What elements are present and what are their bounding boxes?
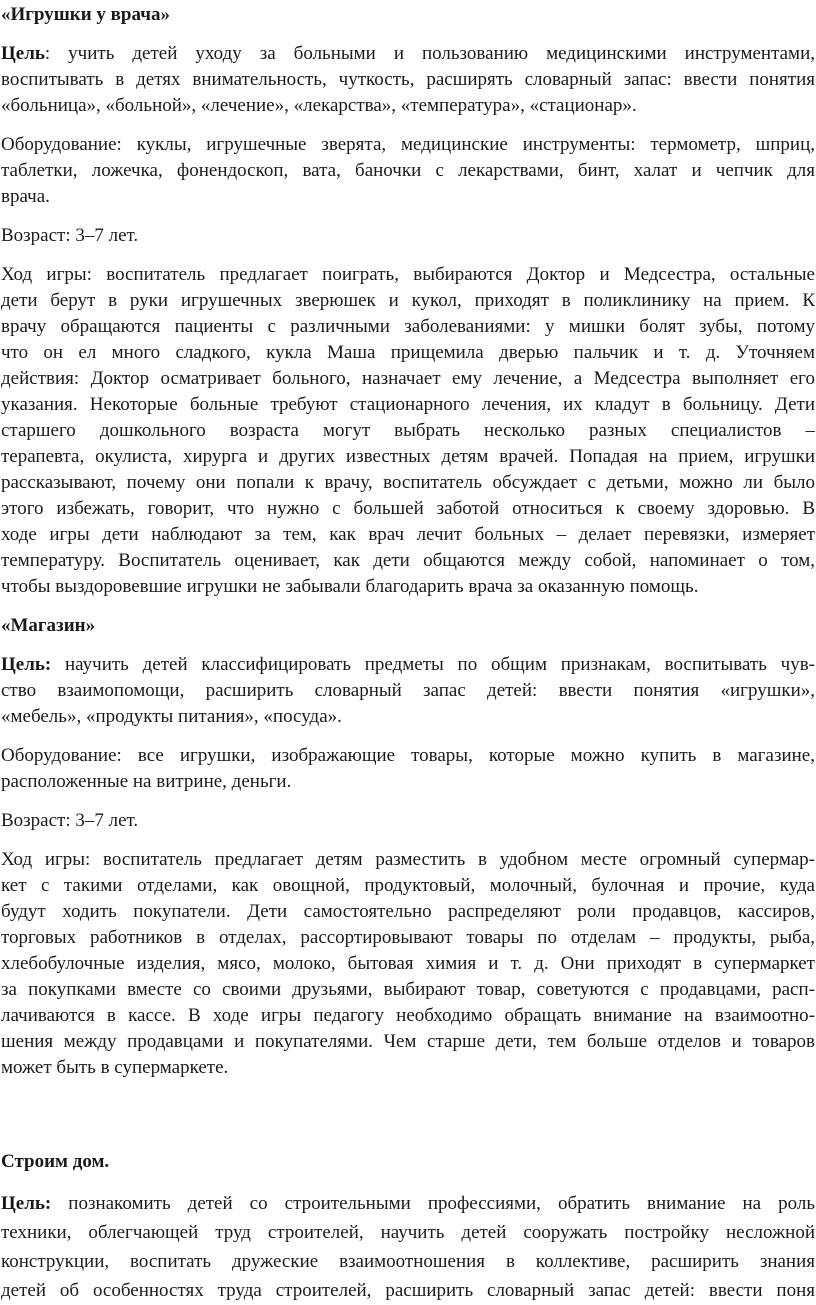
game-line-10: этого избежать, говорит, что нужно с большей заботой относиться к своему здоровью. В	[1, 498, 815, 519]
game-line-9: рассказывают, почему они попали к врачу, воспитатель обсуждает с детьми, можно ли было	[1, 472, 815, 493]
goal-line-2: ство взаимопомощи, расширить словарный запас детей: ввести понятия «игрушки»,	[1, 680, 815, 701]
section-title-shop: «Магазин»	[1, 615, 96, 636]
goal-line-1: Цель: познакомить детей со строительными профессиями, обратить внимание на роль	[1, 1193, 815, 1214]
game-line-11: ходе игры дети наблюдают за тем, как врач лечит больных – делает перевязки, измеряет	[1, 524, 815, 545]
section-build-house	[1, 1147, 815, 1305]
game-line-1: Ход игры: воспитатель предлагает детям разместить в удобном месте огромный супермар-	[1, 849, 815, 870]
age-line: Возраст: 3–7 лет.	[1, 225, 139, 246]
game-line-12: температуру. Воспитатель оценивает, как дети общаются между собой, напоминает о том,	[1, 550, 815, 571]
game-line-3: врачу обращаются пациенты с различными заболеваниями: у мишки болят зубы, потому	[1, 316, 815, 337]
goal-line-2: воспитывать в детях внимательность, чуткость, расширять словарный запас: ввести понятия	[1, 69, 815, 90]
equipment-line-1: Оборудование: все игрушки, изображающие товары, которые можно купить в магазине,	[1, 745, 815, 766]
game-line-3: будут ходить покупатели. Дети самостоятельно распределяют роли продавцов, кассиров,	[1, 901, 815, 922]
game-line-8: шения между продавцами и покупателями. Чем старше дети, тем больше отделов и товаров	[1, 1031, 815, 1052]
goal-line-4: детей об особенностях труда строителей, расширить словарный запас детей: ввести поня	[1, 1280, 815, 1301]
game-line-13: чтобы выздоровевшие игрушки не забывали благодарить врача за оказанную помощь.	[1, 576, 699, 597]
game-line-4: что он ел много сладкого, кукла Маша прищемила дверью пальчик и т. д. Уточняем	[1, 342, 815, 363]
goal-label: Цель:	[1, 1193, 52, 1214]
goal-line-1: Цель: научить детей классифицировать предметы по общим признакам, воспитывать чув-	[1, 654, 815, 675]
age-line: Возраст: 3–7 лет.	[1, 810, 139, 831]
game-line-6: указания. Некоторые больные требуют стационарного лечения, их кладут в больницу. Дети	[1, 394, 815, 415]
goal-line-3: конструкции, воспитать дружеские взаимоотношения в коллективе, расширить знания	[1, 1251, 815, 1272]
game-line-7: лачиваются в кассе. В ходе игры педагогу необходимо обращать внимание на взаимоотно-	[1, 1005, 815, 1026]
equipment-line-3: врача.	[1, 186, 50, 207]
game-line-8: терапевта, окулиста, хирурга и других известных детям врачей. Попадая на прием, игрушки	[1, 446, 815, 467]
equipment-line-2: таблетки, ложечка, фонендоскоп, вата, баночки с лекарствами, бинт, халат и чепчик для	[1, 160, 815, 181]
section-title-doctor: «Игрушки у врача»	[1, 4, 170, 25]
game-line-4: торговых работников в отделах, рассортировывают товары по отделам – продукты, рыба,	[1, 927, 815, 948]
goal-line-1: Цель: учить детей уходу за больными и пользованию медицинскими инструментами,	[1, 43, 815, 64]
goal-line-2: техники, облегчающей труд строителей, научить детей сооружать постройку несложной	[1, 1222, 815, 1243]
game-line-2: кет с такими отделами, как овощной, продуктовый, молочный, булочная и прочие, куда	[1, 875, 815, 896]
goal-line-3: «больница», «больной», «лечение», «лекарства», «температура», «стационар».	[1, 95, 637, 116]
section-title-build: Строим дом.	[1, 1151, 110, 1172]
game-line-5: хлебобулочные изделия, мясо, молоко, бытовая химия и т. д. Они приходят в супермаркет	[1, 953, 815, 974]
game-line-5: действия: Доктор осматривает больного, назначает ему лечение, а Медсестра выполняет его	[1, 368, 815, 389]
equipment-line-1: Оборудование: куклы, игрушечные зверята, медицинские инструменты: термометр, шприц,	[1, 134, 815, 155]
goal-line-3: «мебель», «продукты питания», «посуда».	[1, 706, 342, 727]
goal-label: Цель:	[1, 654, 52, 675]
game-line-9: может быть в супермаркете.	[1, 1057, 229, 1078]
equipment-line-2: расположенные на витрине, деньги.	[1, 771, 292, 792]
game-line-2: дети берут в руки игрушечных зверюшек и кукол, приходят в поликлинику на прием. К	[1, 290, 815, 311]
game-line-7: старшего дошкольного возраста могут выбрать несколько разных специалистов –	[1, 420, 815, 441]
game-line-6: за покупками вместе со своими друзьями, выбирают товар, советуются с продавцами, расп-	[1, 979, 815, 1000]
goal-label: Цель	[1, 43, 45, 64]
game-line-1: Ход игры: воспитатель предлагает поиграть, выбираются Доктор и Медсестра, остальные	[1, 264, 815, 285]
